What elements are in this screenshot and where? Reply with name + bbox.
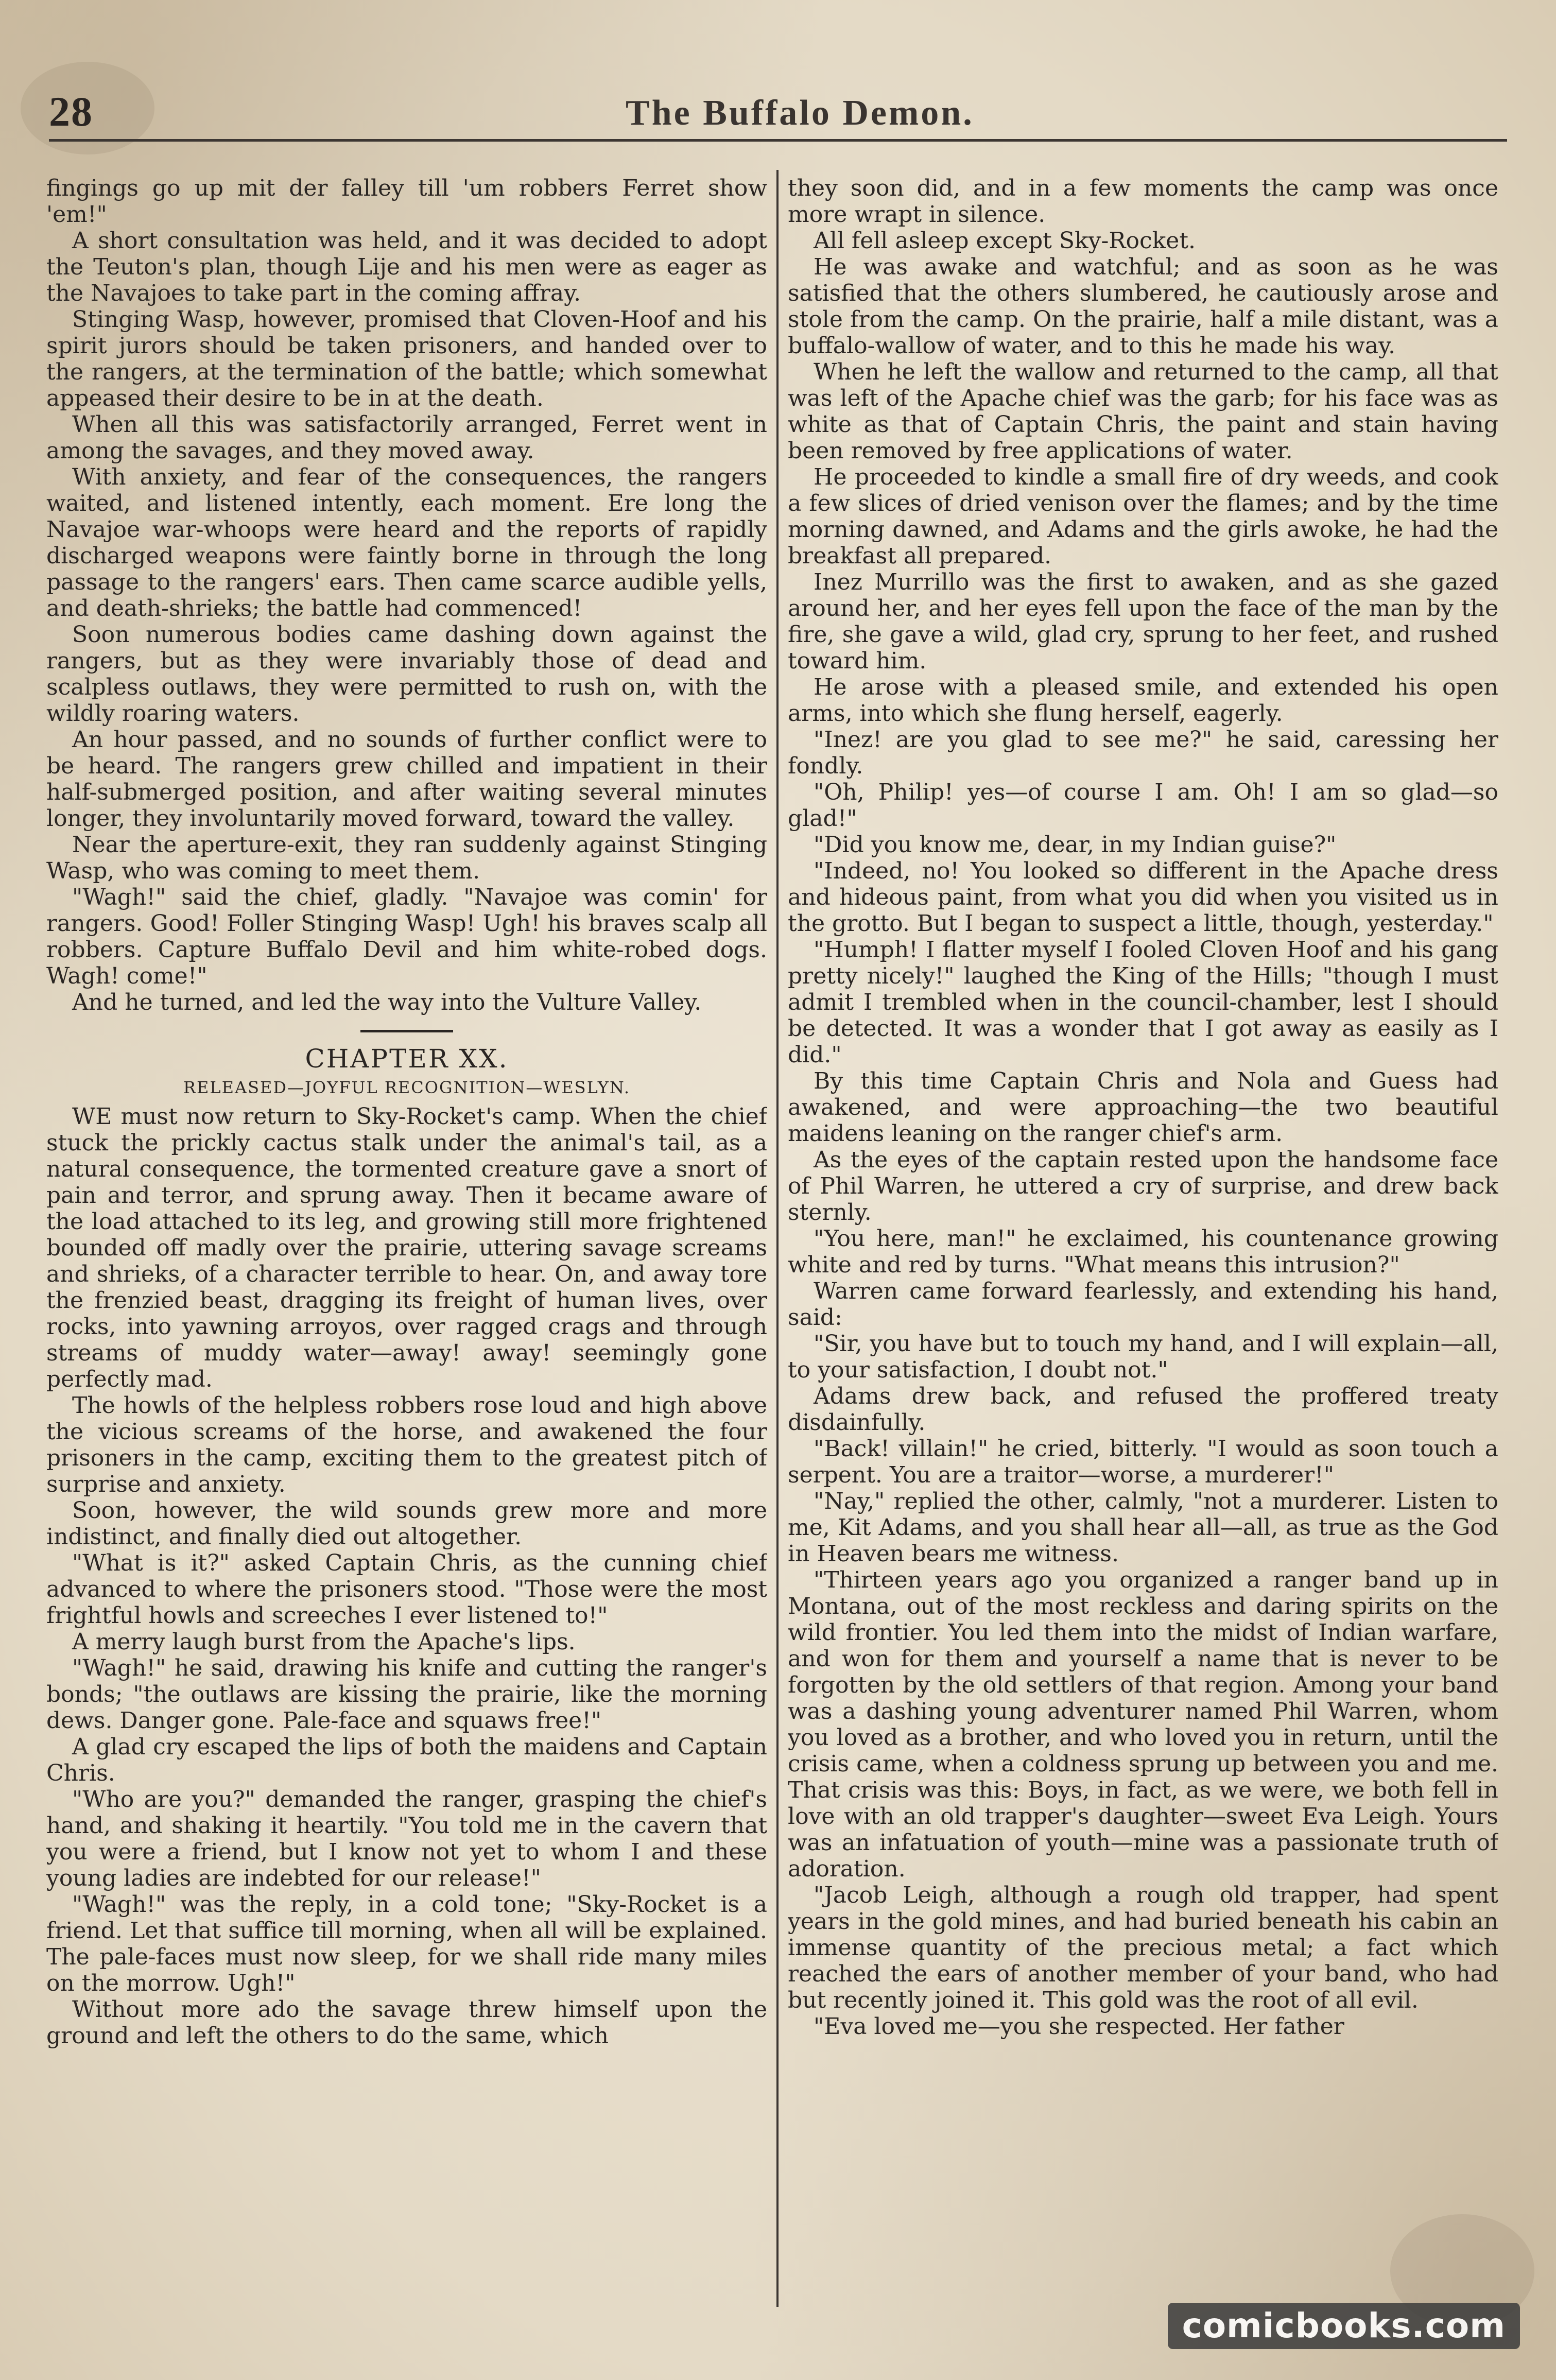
paragraph: WE must now return to Sky-Rocket's camp. When the chief stuck the prickly cactus stalk under the animal's tail, as a natural consequence, the tormented creature gave a snort of pain and terror, and sprung away. Then it became aware of the load attached to its leg, and growing still more frightened bounded off madly over the prairie, uttering savage screams and shrieks, of a character terrible to hear. On, and away tore the frenzied beast, dragging its freight of human lives, over rocks, into yawning arroyos, over ragged crags and through streams of muddy water—away! away! seemingly gone perfectly mad. <box>46 1103 767 1392</box>
paragraph: Soon, however, the wild sounds grew more and more indistinct, and finally died out altogether. <box>46 1497 767 1550</box>
paragraph: By this time Captain Chris and Nola and Guess had awakened, and were approaching—the two beautiful maidens leaning on the ranger chief's arm. <box>788 1068 1498 1147</box>
paragraph: "You here, man!" he exclaimed, his countenance growing white and red by turns. "What means this intrusion?" <box>788 1226 1498 1278</box>
paragraph: "Wagh!" said the chief, gladly. "Navajoe was comin' for rangers. Good! Foller Stinging Wasp! Ugh! his braves scalp all robbers. Capture Buffalo Devil and him white-robed dogs. Wagh! come!" <box>46 884 767 989</box>
column-divider <box>776 170 779 2307</box>
paragraph: The howls of the helpless robbers rose loud and high above the vicious screams of the horse, and awakened the four prisoners in the camp, exciting them to the greatest pitch of surprise and anxiety. <box>46 1392 767 1497</box>
header-rule <box>49 139 1507 145</box>
chapter-heading: CHAPTER XX. <box>305 1044 509 1074</box>
running-title: The Buffalo Demon. <box>626 93 974 133</box>
paragraph: Adams drew back, and refused the proffered treaty disdainfully. <box>788 1383 1498 1436</box>
right-column <box>788 175 1498 2312</box>
paragraph: And he turned, and led the way into the Vulture Valley. <box>72 989 702 1015</box>
paragraph: With anxiety, and fear of the consequences, the rangers waited, and listened intently, each moment. Ere long the Navajoe war-whoops were heard and the reports of rapidly discharged weapons were faintly borne in through the long passage to the rangers' ears. Then came scarce audible yells, and death-shrieks; the battle had commenced! <box>46 464 767 622</box>
paragraph: An hour passed, and no sounds of further conflict were to be heard. The rangers grew chilled and impatient in their half-submerged position, and after waiting several minutes longer, they involuntarily moved forward, toward the valley. <box>46 727 767 832</box>
paragraph: "Sir, you have but to touch my hand, and I will explain—all, to your satisfaction, I doubt not." <box>788 1331 1498 1383</box>
paragraph: All fell asleep except Sky-Rocket. <box>814 228 1196 254</box>
paragraph: "Oh, Philip! yes—of course I am. Oh! I am so glad—so glad!" <box>788 779 1498 832</box>
paragraph: "Nay," replied the other, calmly, "not a murderer. Listen to me, Kit Adams, and you shall hear all—all, as true as the God in Heaven bears me witness. <box>788 1488 1498 1567</box>
paragraph: A glad cry escaped the lips of both the maidens and Captain Chris. <box>46 1734 767 1786</box>
paragraph: As the eyes of the captain rested upon the handsome face of Phil Warren, he uttered a cry of surprise, and drew back sternly. <box>788 1147 1498 1226</box>
paragraph: "Eva loved me—you she respected. Her father <box>814 2013 1344 2040</box>
paragraph: Soon numerous bodies came dashing down against the rangers, but as they were invariably those of dead and scalpless outlaws, they were permitted to rush on, with the wildly roaring waters. <box>46 622 767 727</box>
chapter-rule <box>360 1030 453 1032</box>
paragraph: A short consultation was held, and it was decided to adopt the Teuton's plan, though Lije and his men were as eager as the Navajoes to take part in the coming affray. <box>46 228 767 306</box>
paragraph: He arose with a pleased smile, and extended his open arms, into which she flung herself, eagerly. <box>788 674 1498 727</box>
paragraph: When all this was satisfactorily arranged, Ferret went in among the savages, and they moved away. <box>46 411 767 464</box>
paragraph: they soon did, and in a few moments the camp was once more wrapt in silence. <box>788 175 1498 228</box>
paragraph: "Wagh!" he said, drawing his knife and cutting the ranger's bonds; "the outlaws are kissing the prairie, like the morning dews. Danger gone. Pale-face and squaws free!" <box>46 1655 767 1734</box>
paragraph: He was awake and watchful; and as soon as he was satisfied that the others slumbered, he cautiously arose and stole from the camp. On the prairie, half a mile distant, was a buffalo-wallow of water, and to this he made his way. <box>788 254 1498 359</box>
paragraph: "Did you know me, dear, in my Indian guise?" <box>814 832 1337 858</box>
paragraph: "Thirteen years ago you organized a ranger band up in Montana, out of the most reckless and daring spirits on the wild frontier. You led them into the midst of Indian warfare, and won for them and yourself a name that is never to be forgotten by the old settlers of that region. Among your band was a dashing young adventurer named Phil Warren, whom you loved as a brother, and who loved you in return, until the crisis came, when a coldness sprung up between you and me. That crisis was this: Boys, in fact, as we were, we both fell in love with an old trapper's daughter—sweet Eva Leigh. Yours was an infatuation of youth—mine was a passionate truth of adoration. <box>788 1567 1498 1882</box>
paragraph: Without more ado the savage threw himself upon the ground and left the others to do the same, which <box>46 1996 767 2049</box>
paragraph: "What is it?" asked Captain Chris, as the cunning chief advanced to where the prisoners stood. "Those were the most frightful howls and screeches I ever listened to!" <box>46 1550 767 1629</box>
paragraph: Near the aperture-exit, they ran suddenly against Stinging Wasp, who was coming to meet them. <box>46 832 767 884</box>
page-number: 28 <box>49 88 93 135</box>
paragraph: "Indeed, no! You looked so different in the Apache dress and hideous paint, from what you did when you visited us in the grotto. But I began to suspect a little, though, yesterday." <box>788 858 1498 937</box>
paragraph: "Back! villain!" he cried, bitterly. "I would as soon touch a serpent. You are a traitor—worse, a murderer!" <box>788 1436 1498 1488</box>
chapter-subtitle: RELEASED—JOYFUL RECOGNITION—WESLYN. <box>183 1078 631 1097</box>
paragraph: "Jacob Leigh, although a rough old trapper, had spent years in the gold mines, and had buried beneath his cabin an immense quantity of the precious metal; a fact which reached the ears of another member of your band, who had but recently joined it. This gold was the root of all evil. <box>788 1882 1498 2013</box>
paragraph: "Inez! are you glad to see me?" he said, caressing her fondly. <box>788 727 1498 779</box>
paragraph: He proceeded to kindle a small fire of dry weeds, and cook a few slices of dried venison over the flames; and by the time morning dawned, and Adams and the girls awoke, he had the breakfast all prepared. <box>788 464 1498 569</box>
left-column <box>46 175 767 2312</box>
page-header <box>49 88 1507 144</box>
paragraph: Stinging Wasp, however, promised that Cloven-Hoof and his spirit jurors should be taken prisoners, and handed over to the rangers, at the termination of the battle; which somewhat appeased their desire to be in at the death. <box>46 306 767 411</box>
paragraph: Inez Murrillo was the first to awaken, and as she gazed around her, and her eyes fell upon the face of the man by the fire, she gave a wild, glad cry, sprung to her feet, and rushed toward him. <box>788 569 1498 674</box>
paragraph: "Wagh!" was the reply, in a cold tone; "Sky-Rocket is a friend. Let that suffice till morning, when all will be explained. The pale-faces must now sleep, for we shall ride many miles on the morrow. Ugh!" <box>46 1891 767 1996</box>
watermark: comicbooks.com <box>1168 2303 1520 2349</box>
paragraph: fingings go up mit der falley till 'um robbers Ferret show 'em!" <box>46 175 767 228</box>
paragraph: A merry laugh burst from the Apache's lips. <box>72 1629 576 1655</box>
paragraph: "Humph! I flatter myself I fooled Cloven Hoof and his gang pretty nicely!" laughed the King of the Hills; "though I must admit I trembled when in the council-chamber, lest I should be detected. It was a wonder that I got away as easily as I did." <box>788 937 1498 1068</box>
paragraph: When he left the wallow and returned to the camp, all that was left of the Apache chief was the garb; for his face was as white as that of Captain Chris, the paint and stain having been removed by free applications of water. <box>788 359 1498 464</box>
paragraph: "Who are you?" demanded the ranger, grasping the chief's hand, and shaking it heartily. "You told me in the cavern that you were a friend, but I know not yet to whom I and these young ladies are indebted for our release!" <box>46 1786 767 1891</box>
paragraph: Warren came forward fearlessly, and extending his hand, said: <box>788 1278 1498 1331</box>
